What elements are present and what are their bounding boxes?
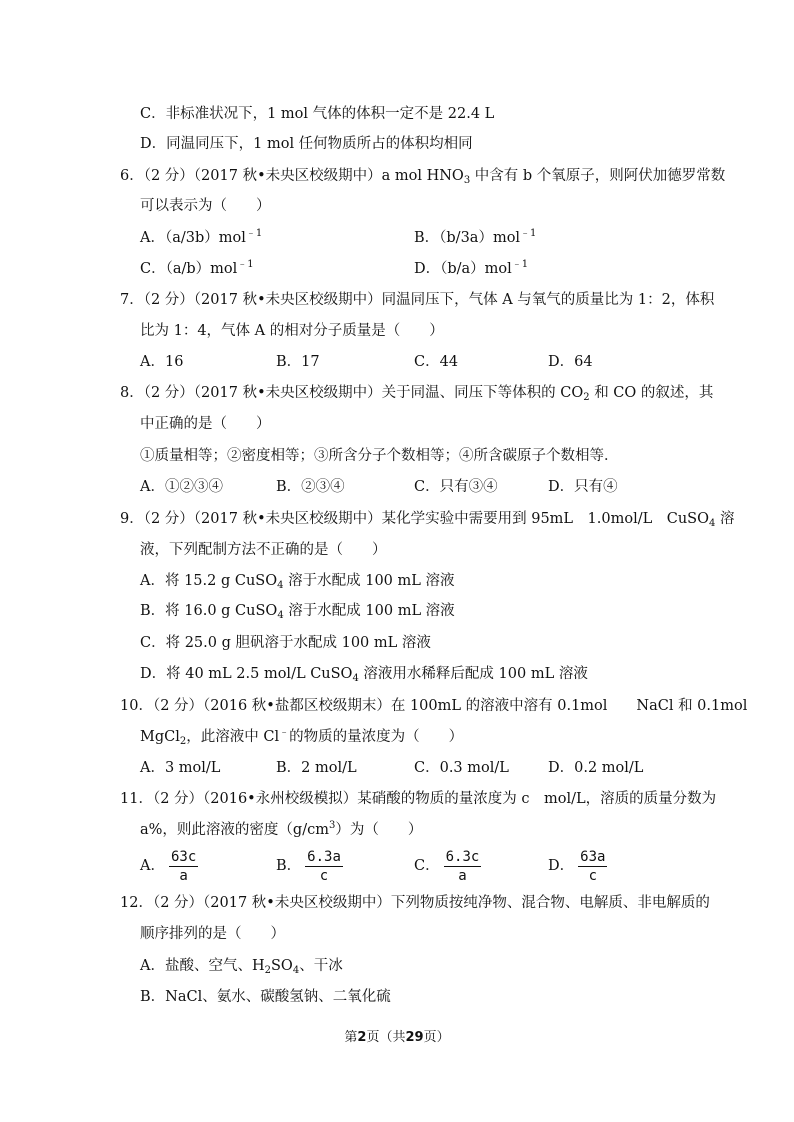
q9-option-a: A．将 15.2 g CuSO$_4$ 溶于水配成 100 mL 溶液 — [140, 573, 455, 591]
q9-option-d: D．将 40 mL 2.5 mol/L CuSO$_4$ 溶液用水稀释后配成 100 mL 溶液 — [140, 666, 588, 684]
q12-option-a: A．盐酸、空气、$H_2SO_4$、干冰 — [140, 958, 343, 976]
q8-stem-line3: ①质量相等；②密度相等；③所含分子个数相等；④所含碳原子个数相等． — [140, 448, 619, 464]
q12-stem-line1: 12．（2 分）（2017 秋•未央区校级期中）下列物质按纯净物、混合物、电解质、非电解质的 — [120, 895, 710, 911]
q7-option-a: A．16 — [140, 354, 184, 370]
page-footer: 第2页（共29页） — [344, 1030, 450, 1045]
q11-stem-line1: 11．（2 分）（2016•永州校级模拟）某硝酸的物质的量浓度为 c mol/L，溶质的质量分数为 — [120, 791, 717, 807]
q12-option-b: B．NaCl、氨水、碳酸氢钠、二氧化硫 — [140, 989, 391, 1005]
q6-option-d: D．（b/a）mol$^{﹣1}$ — [414, 259, 529, 277]
q12-stem-line2: 顺序排列的是（ ） — [140, 926, 285, 942]
q7-option-d: D．64 — [548, 354, 593, 370]
q11-fraction-c: $\frac{6.3c}{a}$ — [445, 848, 480, 884]
q11-stem-line2: a%，则此溶液的密度$(g/cm^3)$为（ ） — [140, 820, 423, 838]
q8-stem-line1: 8．（2 分）（2017 秋•未央区校级期中）关于同温、同压下等体积的 $CO_2$ 和 CO 的叙述，其 — [120, 385, 714, 403]
q7-stem-line1: 7．（2 分）（2017 秋•未央区校级期中）同温同压下，气体 A 与氧气的质量比为 1：2，体积 — [120, 292, 715, 308]
q8-option-a: A．①②③④ — [140, 479, 223, 495]
q11-fraction-a: $\frac{63c}{a}$ — [170, 848, 197, 884]
q7-stem-line2: 比为 1：4，气体 A 的相对分子质量是（ ） — [140, 323, 444, 339]
q9-option-c: C．将 25.0 g 胆矾溶于水配成 100 mL 溶液 — [140, 635, 431, 651]
q6-option-a: A．（a/3b）mol$^{﹣1}$ — [140, 228, 263, 246]
q9-stem-line2: 液，下列配制方法不正确的是（ ） — [140, 542, 387, 558]
q9-stem-line1: 9．（2 分）（2017 秋•未央区校级期中）某化学实验中需要用到 95mL 1.0mol/L CuSO$_4$ 溶 — [120, 511, 735, 529]
q6-option-c: C．（a/b）mol$^{﹣1}$ — [140, 259, 254, 277]
q11-option-b: B． $\frac{6.3a}{c}$ — [276, 848, 341, 884]
q11-fraction-b: $\frac{6.3a}{c}$ — [307, 848, 341, 884]
q10-option-b: B．2 mol/L — [276, 760, 357, 776]
q9-option-b: B．将 16.0 g CuSO$_4$ 溶于水配成 100 mL 溶液 — [140, 603, 455, 621]
q6-stem-line1: 6．（2 分）（2017 秋•未央区校级期中）a mol $HNO_3$ 中含有 b 个氧原子，则阿伏加德罗常数 — [120, 168, 726, 186]
q11-option-a: A． $\frac{63c}{a}$ — [140, 848, 197, 884]
q8-option-b: B．②③④ — [276, 479, 345, 495]
q8-option-d: D．只有④ — [548, 479, 618, 495]
q8-stem-line2: 中正确的是（ ） — [140, 416, 271, 432]
q10-option-c: C．0.3 mol/L — [414, 760, 509, 776]
q5-option-c: C．非标准状况下，1 mol 气体的体积一定不是 22.4 L — [140, 106, 495, 122]
q6-stem-line2: 可以表示为（ ） — [140, 198, 271, 214]
q10-stem-line2: MgCl$_2$，此溶液中 Cl﹣的物质的量浓度为（ ） — [140, 727, 464, 747]
q11-option-d: D． $\frac{63a}{c}$ — [548, 848, 606, 884]
q11-option-c: C． $\frac{6.3c}{a}$ — [414, 848, 480, 884]
q6-option-b: B．（b/3a）mol$^{﹣1}$ — [414, 228, 537, 246]
q10-stem-line1: 10．（2 分）（2016 秋•盐都区校级期末）在 100mL 的溶液中溶有 0.1mol NaCl 和 0.1mol — [120, 698, 748, 714]
q10-option-d: D．0.2 mol/L — [548, 760, 644, 776]
q11-fraction-d: $\frac{63a}{c}$ — [580, 848, 606, 884]
q8-option-c: C．只有③④ — [414, 479, 498, 495]
q7-option-b: B．17 — [276, 354, 320, 370]
q7-option-c: C．44 — [414, 354, 459, 370]
q5-option-d: D．同温同压下，1 mol 任何物质所占的体积均相同 — [140, 136, 473, 152]
q10-option-a: A．3 mol/L — [140, 760, 221, 776]
